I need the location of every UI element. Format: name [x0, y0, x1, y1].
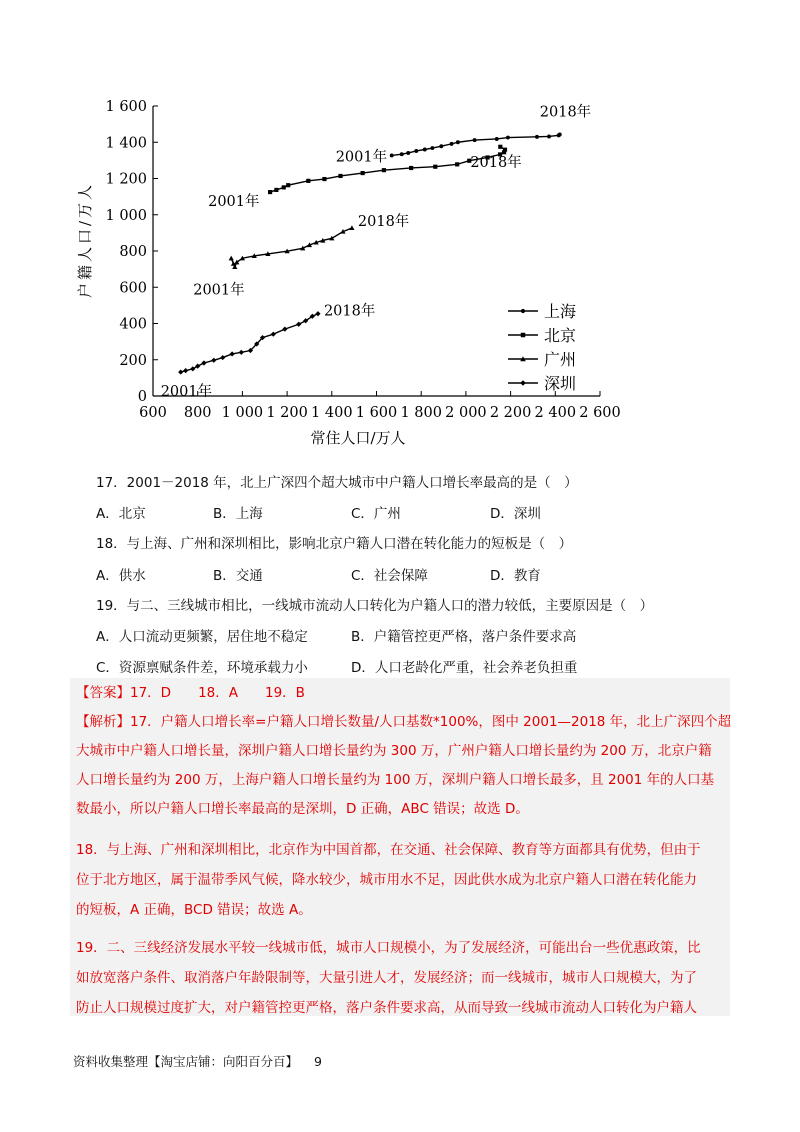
q17-option-d: D．深圳 [490, 506, 541, 522]
data-point [201, 360, 206, 365]
data-point [382, 168, 386, 172]
q18-option-c: C．社会保障 [351, 568, 428, 584]
q17-option-c: C．广州 [351, 506, 401, 522]
data-point [503, 148, 507, 152]
explanation-line: 数最小，所以户籍人口增长率最高的是深圳，D 正确，ABC 错误；故选 D。 [76, 801, 529, 817]
x-tick-label: 2 000 [445, 405, 487, 421]
x-tick-label: 2 600 [579, 405, 621, 421]
y-tick-label: 0 [137, 389, 147, 405]
data-point [282, 327, 287, 332]
end-year-label: 2018年 [323, 303, 376, 320]
data-point [456, 140, 460, 144]
page-number: 9 [314, 1054, 322, 1069]
q18-option-d: D．教育 [490, 568, 541, 584]
data-point [338, 174, 342, 178]
legend-label: 上海 [544, 302, 577, 321]
data-point [423, 148, 427, 152]
explanation-line: 防止人口规模过度扩大，对户籍管控更严格，落户条件要求高，从而导致一线城市流动人口转化为户籍人 [76, 1000, 697, 1016]
legend-label: 深圳 [544, 374, 577, 393]
data-point [433, 165, 437, 169]
x-tick-label: 1 800 [400, 405, 442, 421]
data-point [535, 135, 539, 139]
chart-legend [508, 302, 576, 393]
data-point [473, 138, 477, 142]
y-tick-label: 400 [119, 316, 147, 333]
data-point [229, 256, 234, 261]
data-point [195, 363, 200, 368]
end-year-label: 2018年 [470, 154, 522, 171]
legend-label: 北京 [544, 326, 577, 345]
data-point [409, 166, 413, 170]
data-point [498, 145, 502, 149]
data-point [439, 144, 443, 148]
start-year-label: 2001年 [208, 194, 260, 211]
data-point [268, 190, 272, 194]
data-point [230, 351, 235, 356]
data-point [271, 332, 276, 337]
chart-series [161, 102, 591, 400]
data-point [349, 225, 354, 230]
y-tick-label: 1 200 [105, 171, 147, 188]
x-tick-label: 1 000 [221, 405, 264, 421]
q18-option-a: A．供水 [96, 568, 146, 584]
data-point [400, 152, 404, 156]
population-chart [60, 95, 640, 455]
y-tick-label: 800 [119, 244, 147, 260]
x-tick-label: 1 600 [355, 405, 398, 421]
data-point [282, 185, 286, 189]
y-axis-label: 户籍人口/万人 [76, 181, 94, 299]
series-深圳 [161, 302, 376, 400]
data-point [306, 179, 310, 183]
answer-line: 【答案】17．D 18．A 19．B [76, 685, 305, 701]
start-year-label: 2001年 [193, 282, 245, 299]
data-point [430, 146, 434, 150]
legend-label: 广州 [544, 350, 577, 369]
end-year-label: 2018年 [357, 213, 410, 230]
legend-marker [521, 333, 525, 337]
data-point [220, 355, 225, 360]
explanation-line: 【解析】17．户籍人口增长率=户籍人口增长数量/人口基数*100%，图中 2001—2018 年，北上广深四个超 [76, 714, 732, 730]
data-point [178, 369, 183, 374]
x-tick-label: 1 200 [266, 405, 308, 421]
x-tick-label: 800 [183, 405, 212, 421]
x-axis-label: 常住人口/万人 [310, 429, 406, 447]
y-tick-label: 1 400 [105, 135, 147, 152]
explanation-line: 大城市中户籍人口增长量，深圳户籍人口增长量约为 300 万，广州户籍人口增长量约为 200 万，北京户籍 [76, 743, 712, 759]
series-line [181, 314, 318, 372]
data-point [506, 136, 510, 140]
data-point [547, 135, 551, 139]
data-point [315, 311, 320, 316]
data-point [406, 151, 410, 155]
question-18: 18．与上海、广州和深圳相比，影响北京户籍人口潜在转化能力的短板是（ ） [96, 536, 573, 552]
explanation-line: 19．二、三线经济发展水平较一线城市低，城市人口规模小，为了发展经济，可能出台一些优惠政策，比 [76, 940, 701, 956]
data-point [495, 137, 499, 141]
x-tick-label: 2 200 [489, 405, 532, 421]
y-tick-label: 600 [119, 280, 147, 297]
y-tick-label: 1 000 [105, 207, 147, 224]
data-point [286, 183, 290, 187]
series-广州 [193, 212, 409, 298]
q17-option-b: B．上海 [213, 506, 263, 522]
q19-option-d: D．人口老龄化严重，社会养老负担重 [351, 660, 578, 676]
explanation-line: 的短板，A 正确，BCD 错误；故选 A。 [76, 902, 312, 918]
explanation-line: 人口增长量约为 200 万，上海户籍人口增长量约为 100 万，深圳户籍人口增长最多，且 2001 年的人口基 [76, 772, 715, 788]
q19-option-b: B．户籍管控更严格，落户条件要求高 [351, 629, 577, 645]
page-footer [73, 1052, 322, 1070]
data-point [190, 366, 195, 371]
explanation-line: 位于北方地区，属于温带季风气候，降水较少，城市用水不足，因此供水成为北京户籍人口潜在转化能力 [76, 872, 697, 888]
y-tick-labels [105, 99, 158, 405]
data-point [558, 133, 562, 137]
end-year-label: 2018年 [539, 104, 592, 121]
data-point [322, 177, 326, 181]
data-point [455, 162, 459, 166]
start-year-label: 2001年 [160, 384, 213, 401]
q19-option-c: C．资源禀赋条件差，环境承载力小 [96, 660, 308, 676]
data-point [414, 149, 418, 153]
data-point [211, 358, 216, 363]
q19-option-a: A．人口流动更频繁，居住地不稳定 [96, 629, 308, 645]
series-line [231, 228, 352, 267]
footer-text: 资料收集整理【淘宝店铺：向阳百分百】 [73, 1054, 299, 1069]
question-19: 19．与二、三线城市相比，一线城市流动人口转化为户籍人口的潜力较低，主要原因是（ ） [96, 598, 654, 614]
y-tick-label: 1 600 [105, 99, 147, 115]
data-point [390, 154, 394, 158]
explanation-line: 如放宽落户条件、取消落户年龄限制等，大量引进人才，发展经济；而一线城市，城市人口规模大，为了 [76, 970, 697, 986]
data-point [450, 142, 454, 146]
data-point [296, 322, 301, 327]
data-point [361, 171, 365, 175]
q17-option-a: A．北京 [96, 506, 146, 522]
start-year-label: 2001年 [335, 149, 388, 166]
legend-marker [521, 309, 525, 313]
q18-option-b: B．交通 [213, 568, 263, 584]
y-tick-label: 200 [119, 352, 147, 369]
x-tick-label: 600 [139, 405, 167, 421]
series-上海 [336, 102, 591, 165]
data-point [183, 368, 188, 373]
explanation-line: 18．与上海、广州和深圳相比，北京作为中国首都，在交通、社会保障、教育等方面都具有优势，但由于 [76, 842, 701, 858]
data-point [274, 188, 278, 192]
legend-marker [520, 380, 526, 386]
x-tick-label: 1 400 [311, 405, 353, 421]
x-tick-label: 2 400 [534, 405, 577, 421]
question-17: 17．2001－2018 年，北上广深四个超大城市中户籍人口增长率最高的是（ ） [96, 475, 578, 491]
data-point [239, 350, 244, 355]
